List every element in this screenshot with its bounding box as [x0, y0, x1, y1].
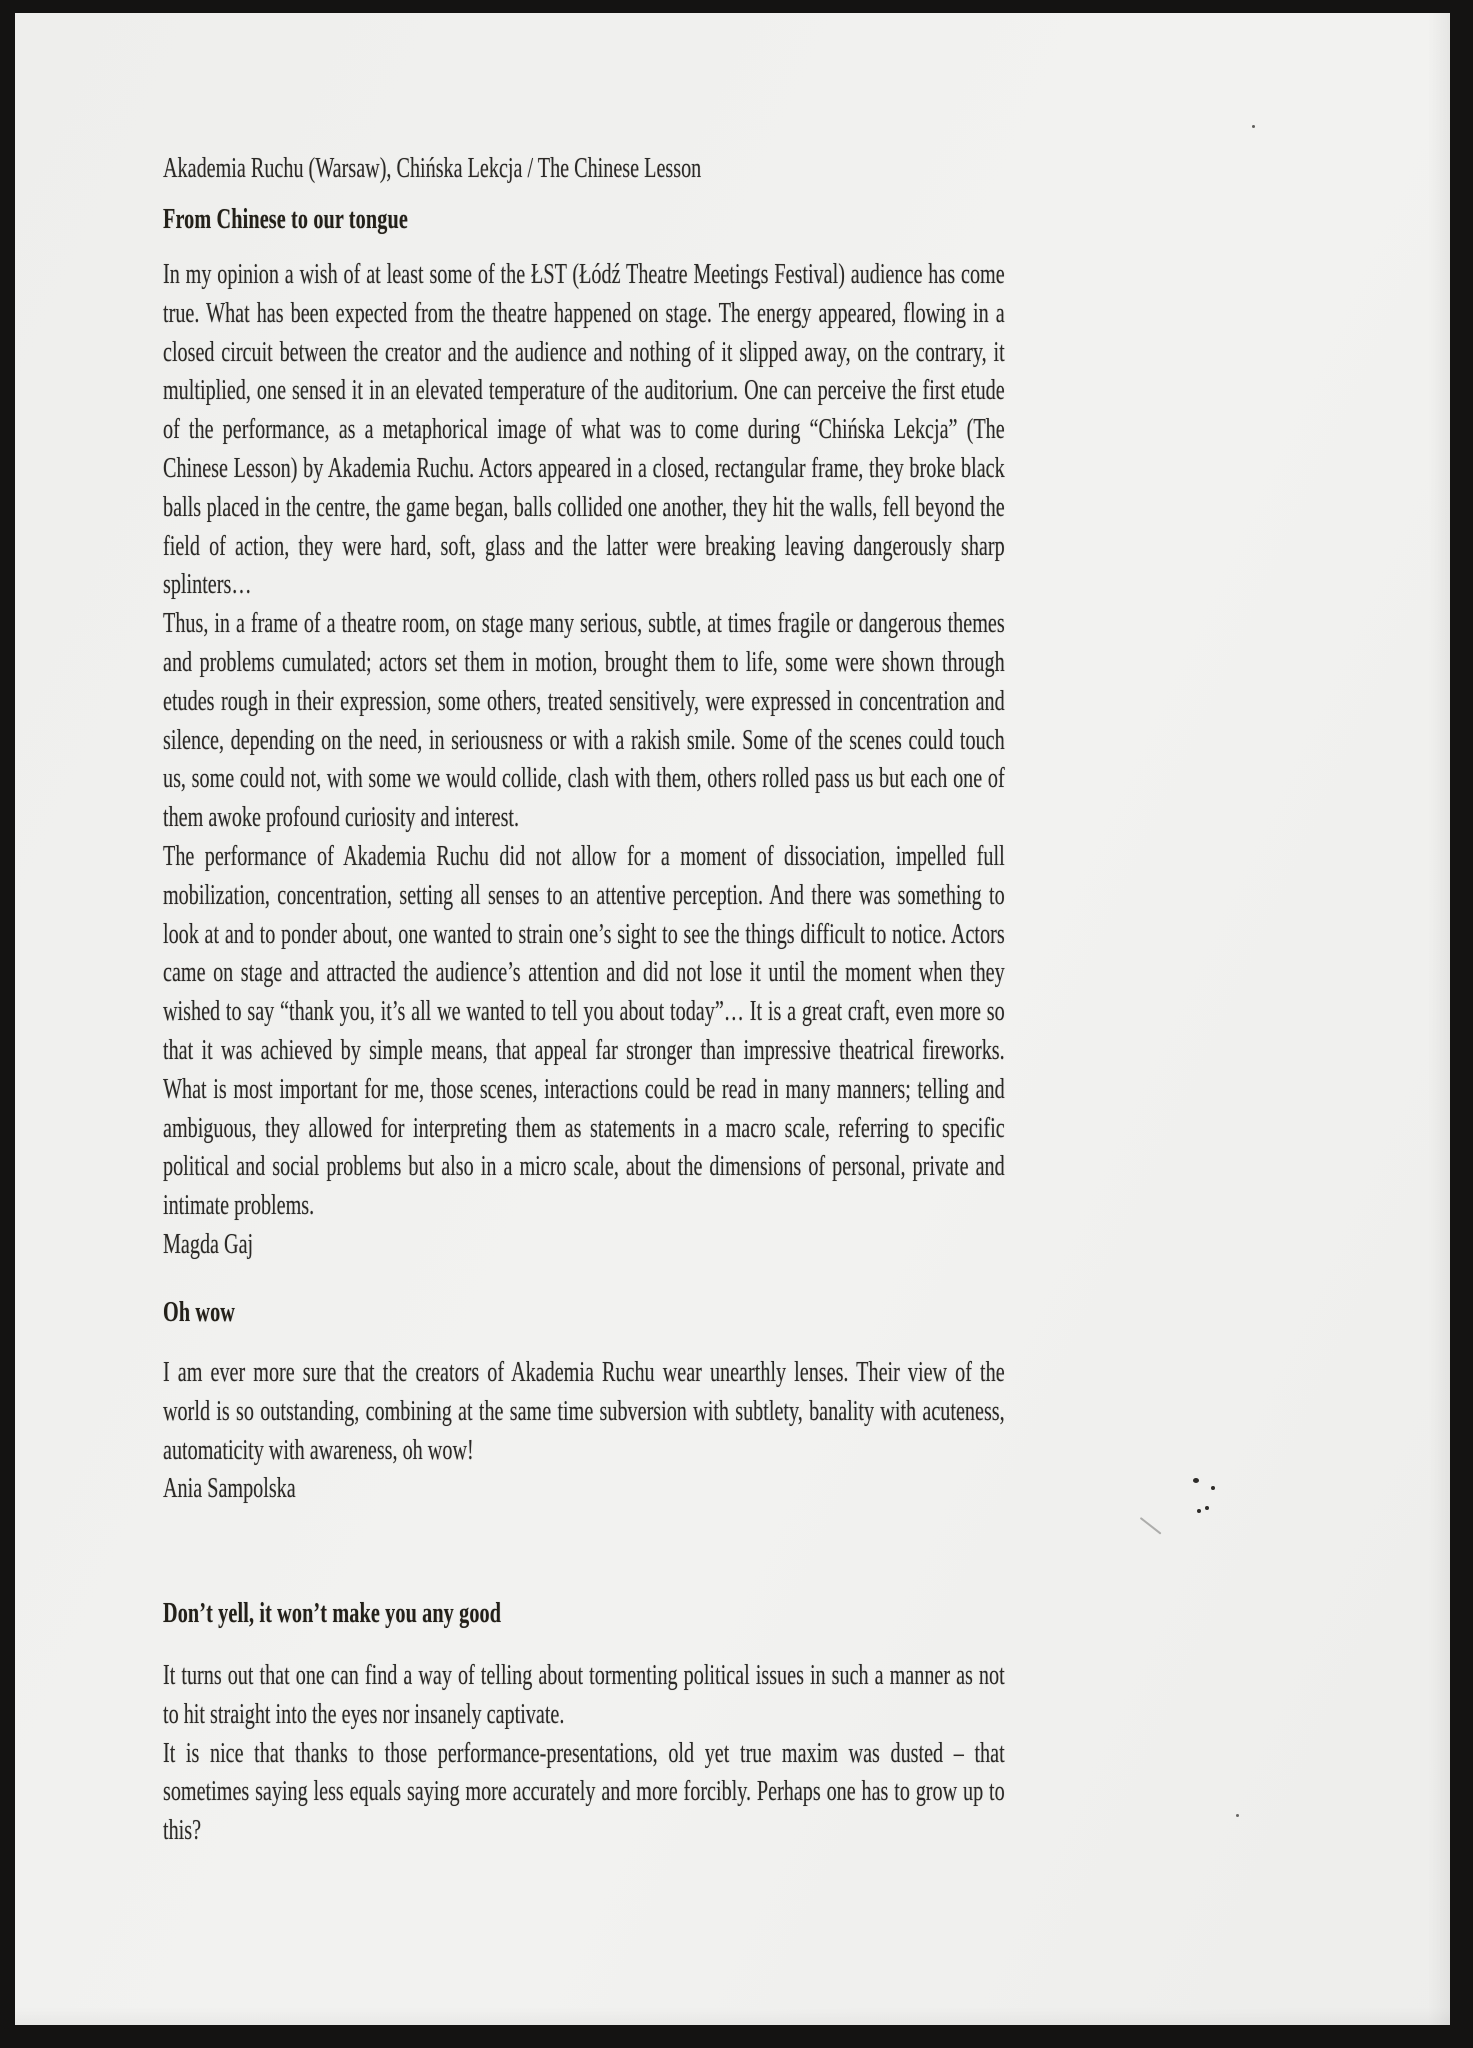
document-title-line: Akademia Ruchu (Warsaw), Chińska Lekcja / The Chinese Lesson — [163, 153, 702, 184]
ink-speck — [1205, 1506, 1209, 1510]
ink-speck — [1193, 1478, 1199, 1483]
section-heading-from-chinese: From Chinese to our tongue — [163, 204, 408, 235]
signature-magda-gaj: Magda Gaj — [163, 1228, 254, 1260]
section-body-dont-yell — [163, 1657, 1005, 1851]
ink-speck — [1211, 1486, 1215, 1490]
section-heading-dont-yell: Don’t yell, it won’t make you any good — [163, 1598, 502, 1629]
ink-speck — [1252, 125, 1255, 128]
paragraph-great-craft: The performance of Akademia Ruchu did not allow for a moment of dissociation, impelled full mobilization, concentration, setting all senses to an attentive perception. And there was something to look at and to ponder about, one wanted to strain one’s sight to see the things difficult to notice. Actors came on stage and attracted the audience’s attention and did not lose it until the moment when they wished to say “thank you, it’s all we wanted to tell you about today”… It is a great craft, even more so that it was achieved by simple means, that appeal far stronger than impressive theatrical fireworks. What is most important for me, those scenes, interactions could be read in many manners; telling and ambiguous, they allowed for interpreting them as statements in a macro scale, referring to specific political and social problems but also in a micro scale, about the dimensions of personal, private and intimate problems. — [163, 840, 1005, 1222]
paragraph-themes-cumulated: Thus, in a frame of a theatre room, on stage many serious, subtle, at times fragile or dangerous themes and problems cumulated; actors set them in motion, brought them to life, some were shown through etudes rough in their expression, some others, treated sensitively, were expressed in concentration and silence, depending on the need, in seriousness or with a rakish smile. Some of the scenes could touch us, some could not, with some we would collide, clash with them, others rolled pass us but each one of them awoke profound curiosity and interest. — [163, 608, 1005, 834]
paragraph-tormenting-issues: It turns out that one can find a way of telling about tormenting political issues in such a manner as not to hit straight into the eyes nor insanely captivate. — [163, 1660, 1005, 1730]
paragraph-energy-on-stage: In my opinion a wish of at least some of the ŁST (Łódź Theatre Meetings Festival) audience has come true. What has been expected from the theatre happened on stage. The energy appeared, flowing in a closed circuit between the creator and the audience and nothing of it slipped away, on the contrary, it multiplied, one sensed it in an elevated temperature of the auditorium. One can perceive the first etude of the performance, as a metaphorical image of what was to come during “Chińska Lekcja” (The Chinese Lesson) by Akademia Ruchu. Actors appeared in a closed, rectangular frame, they broke black balls placed in the centre, the game began, balls collided one another, they hit the walls, fell beyond the field of action, they were hard, soft, glass and the latter were breaking leaving dangerously sharp splinters… — [163, 259, 1005, 601]
signature-ania-sampolska: Ania Sampolska — [163, 1473, 296, 1505]
section-body-oh-wow — [163, 1354, 1005, 1509]
section-heading-oh-wow: Oh wow — [163, 1297, 235, 1328]
ink-speck — [1236, 1814, 1239, 1817]
section-body-from-chinese — [163, 256, 1005, 1265]
paragraph-unearthly-lenses: I am ever more sure that the creators of Akademia Ruchu wear unearthly lenses. Their view of the world is so outstanding, combining at the same time subversion with subtlety, banality with acuteness, automaticity with awareness, oh wow! — [163, 1357, 1005, 1466]
paragraph-old-maxim: It is nice that thanks to those performance-presentations, old yet true maxim was dusted – that sometimes saying less equals saying more accurately and more forcibly. Perhaps one has to grow up to this? — [163, 1737, 1005, 1847]
document-page — [15, 13, 1450, 2025]
scratch-mark — [1140, 1517, 1161, 1534]
ink-speck — [1197, 1509, 1201, 1513]
